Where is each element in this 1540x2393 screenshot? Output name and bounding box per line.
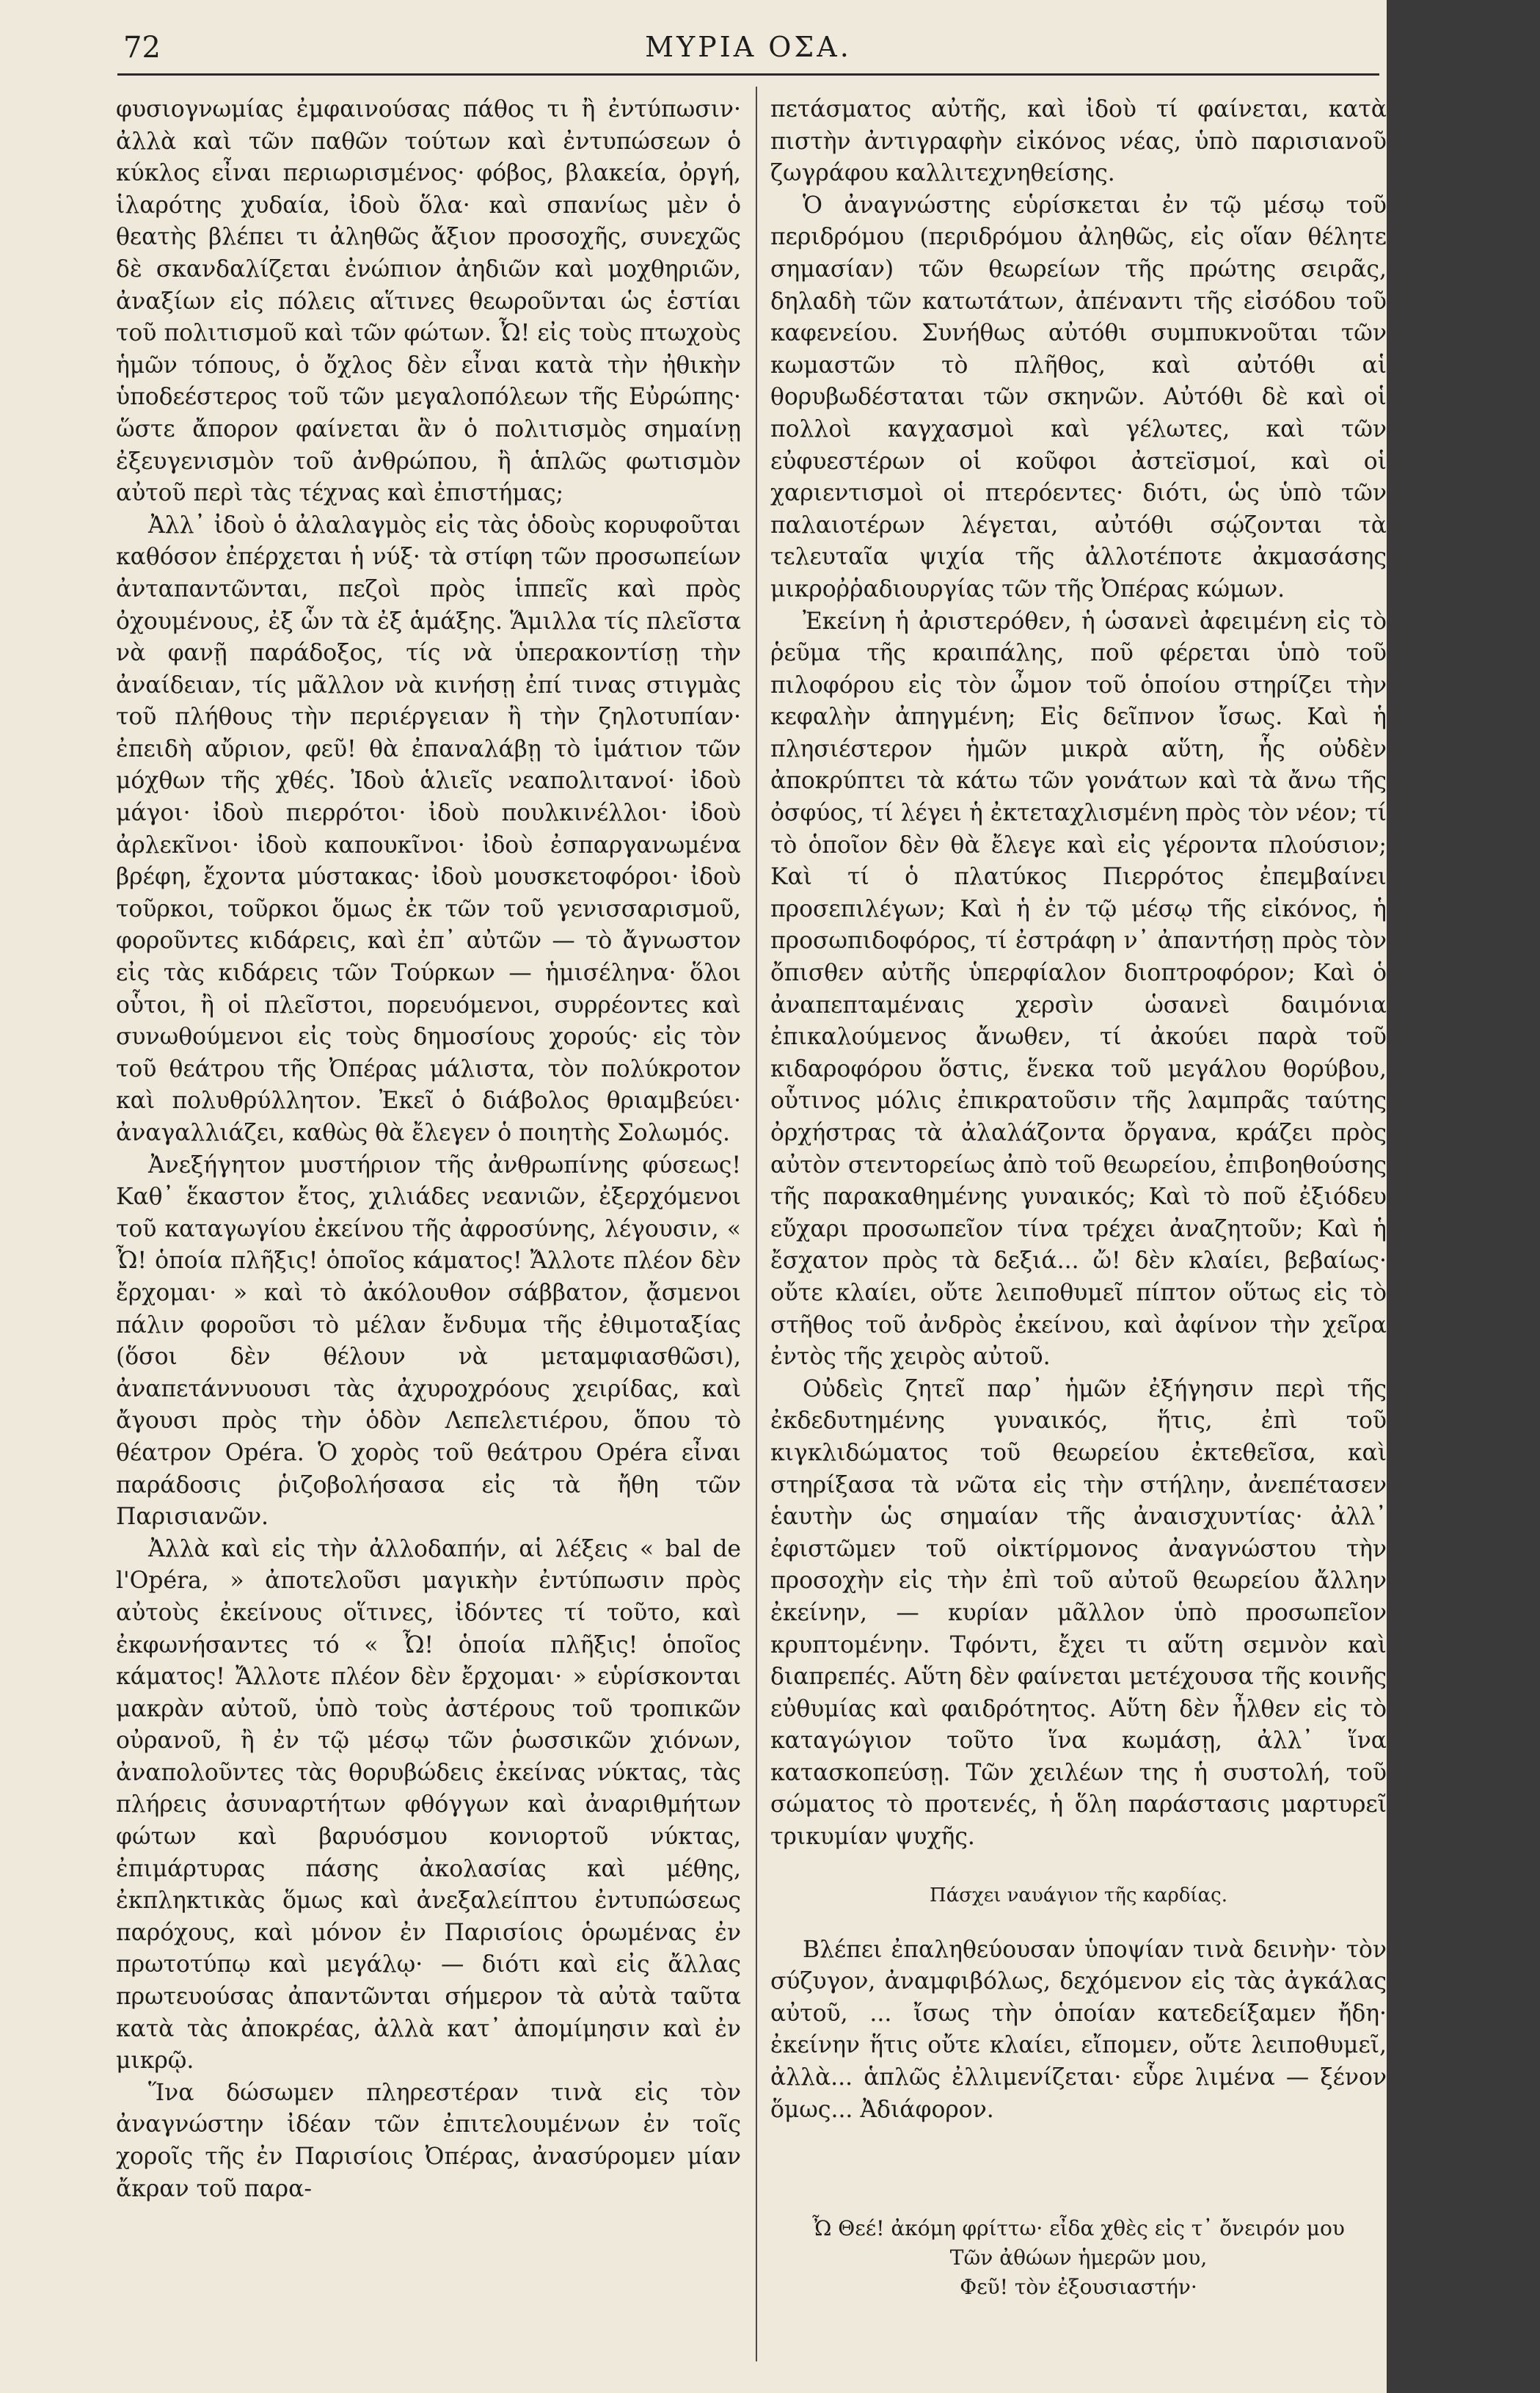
page-number: 72 <box>123 31 161 65</box>
verse-block <box>770 2214 1387 2302</box>
column-divider <box>756 87 757 2361</box>
paragraph: Ἐκείνη ἡ ἀριστερόθεν, ἡ ὡσανεὶ ἀφειμένη εἰς τὸ ῥεῦμα τῆς κραιπάλης, ποῦ φέρεται ὑπὸ τοῦ πιλοφόρου εἰς τὸν ὦμον τοῦ ὁποίου στηρίζει τὴν κεφαλὴν ἀπηγμένη; Εἰς δεῖπνον ἴσως. Καὶ ἡ πλησιέστερον ἡμῶν μικρὰ αὕτη, ἧς οὐδὲν ἀποκρύπτει τὰ κάτω τῶν γονάτων καὶ τὰ ἄνω τῆς ὀσφύος, τί λέγει ἡ ἐκτεταχλισμένη πρὸς τὸν νέον; τί τὸ ὁποῖον δὲν θὰ ἔλεγε καὶ εἰς γέροντα πλούσιον; Καὶ τί ὁ πλατύκος Πιερρότος ἐπεμβαίνει προσεπιλέγων; Καὶ ἡ ἐν τῷ μέσῳ τῆς εἰκόνος, ἡ προσωπιδοφόρος, τί ἐστράφη ν᾽ ἀπαντήσῃ πρὸς τὸν ὄπισθεν αὐτῆς ὑπερφίαλον διοπτροφόρον; Καὶ ὁ ἀναπεπταμέναις χερσὶν ὡσανεὶ δαιμόνια ἐπικαλούμενος ἄνωθεν, τί ἀκούει παρὰ τοῦ κιδαροφόρου ὅστις, ἕνεκα τοῦ μεγάλου θορύβου, οὗτινος μόλις ἐπικρατοῦσιν τῆς λαμπρᾶς ταύτης ὀρχήστρας τὰ ἀλαλάζοντα ὄργανα, κράζει πρὸς αὐτὸν στεντορείως ἀπὸ τοῦ θεωρείου, ἐπιβοηθούσης τῆς παρακαθημένης γυναικός; Καὶ τὸ ποῦ ἐξιόδευ εὔχαρι προσωπεῖον τίνα τρέχει ἀναζητοῦν; Καὶ ἡ ἔσχατον πρὸς τὰ δεξιά... ὤ! δὲν κλαίει, βεβαίως· οὔτε κλαίει, οὔτε λειποθυμεῖ πίπτον οὕτως εἰς τὸ στῆθος τοῦ ἀνδρὸς ἐκείνου, καὶ ἀφίνον τὴν χεῖρα ἐντὸς τῆς χειρὸς αὐτοῦ. <box>770 608 1387 1371</box>
right-column <box>770 94 1387 2302</box>
section-heading: Πάσχει ναυάγιον τῆς καρδίας. <box>930 1884 1227 1906</box>
paragraph: Βλέπει ἐπαληθεύουσαν ὑποψίαν τινὰ δεινὴν· τὸν σύζυγον, ἀναμφιβόλως, δεχόμενον εἰς τὰς ἀγκάλας αὐτοῦ, ... ἴσως τὴν ὁποίαν κατεδείξαμεν ἤδη· ἐκείνην ἥτις οὔτε κλαίει, εἴπομεν, οὔτε λειποθυμεῖ, ἀλλὰ... ἁπλῶς ἐλλιμενίζεται· εὗρε λιμένα — ξένον ὅμως... Ἀδιάφορον. <box>770 1936 1387 2123</box>
paragraph: Ἀλλὰ καὶ εἰς τὴν ἀλλοδαπήν, αἱ λέξεις « bal de l'Opéra, » ἀποτελοῦσι μαγικὴν ἐντύπωσιν πρὸς αὐτοὺς ἐκείνους οἵτινες, ἰδόντες τί τοῦτο, καὶ ἐκφωνήσαντες τό « Ὦ! ὁποία πλῆξις! ὁποῖος κάματος! Ἄλλοτε πλέον δὲν ἔρχομαι· » εὑρίσκονται μακρὰν αὐτοῦ, ὑπὸ τοὺς ἀστέρους τοῦ τροπικῶν οὐρανοῦ, ἢ ἐν τῷ μέσῳ τῶν ῥωσσικῶν χιόνων, ἀναπολοῦντες τὰς θορυβώδεις ἐκείνας νύκτας, τὰς πλήρεις ἀσυναρτήτων φθόγγων καὶ ἀναριθμήτων φώτων καὶ βαρυόσμου κονιορτοῦ νύκτας, ἐπιμάρτυρας πάσης ἀκολασίας καὶ μέθης, ἐκπληκτικὰς ὅμως καὶ ἀνεξαλείπτου ἐντυπώσεως παρόχους, καὶ μόνον ἐν Παρισίοις ὁρωμένας ἐν πρωτοτύπῳ καὶ μεγάλῳ· — διότι καὶ εἰς ἄλλας πρωτευούσας ἀπαντῶνται σήμερον τὰ αὐτὰ ταῦτα κατὰ τὰς ἀποκρέας, ἀλλὰ κατ᾽ ἀπομίμησιν καὶ ἐν μικρῷ. <box>116 1535 741 2075</box>
paragraph: πετάσματος αὐτῆς, καὶ ἰδοὺ τί φαίνεται, κατὰ πιστὴν ἀντιγραφὴν εἰκόνος νέας, ὑπὸ παρισιανοῦ ζωγράφου καλλιτεχνηθείσης. <box>770 96 1387 187</box>
paragraph: Ἀλλ᾽ ἰδοὺ ὁ ἀλαλαγμὸς εἰς τὰς ὁδοὺς κορυφοῦται καθόσον ἐπέρχεται ἡ νύξ· τὰ στίφη τῶν προσωπείων ἀνταπαντῶνται, πεζοὶ πρὸς ἱππεῖς καὶ πρὸς ὀχουμένους, ἐξ ὧν τὰ ἐξ ἁμάξης. Ἅμιλλα τίς πλεῖστα νὰ φανῇ παράδοξος, τίς νὰ ὑπερακοντίσῃ τὴν ἀναίδειαν, τίς μᾶλλον νὰ κινήσῃ ἐπί τινας στιγμὰς τοῦ πλήθους τὴν περιέργειαν ἢ τὴν ζηλοτυπίαν· ἐπειδὴ αὔριον, φεῦ! θὰ ἐπαναλάβῃ τὸ ἱμάτιον τῶν μόχθων τῆς χθές. Ἰδοὺ ἁλιεῖς νεαπολιτανοί· ἰδοὺ μάγοι· ἰδοὺ πιερρότοι· ἰδοὺ πουλκινέλλοι· ἰδοὺ ἀρλεκῖνοι· ἰδοὺ καπουκῖνοι· ἰδοὺ ἐσπαργανωμένα βρέφη, ἔχοντα μύστακας· ἰδοὺ μουσκετοφόροι· ἰδοὺ τοῦρκοι, τοῦρκοι ὅμως ἐκ τῶν τοῦ γενισσαρισμοῦ, φοροῦντες κιδάρεις, καὶ ἐπ᾽ αὐτῶν — τὸ ἄγνωστον εἰς τὰς κιδάρεις τῶν Τούρκων — ἡμισέληνα· ὅλοι οὗτοι, ἢ οἱ πλεῖστοι, πορευόμενοι, συρρέοντες καὶ συνωθούμενοι εἰς τοὺς δημοσίους χορούς· εἰς τὸν τοῦ θεάτρου τῆς Ὀπέρας μάλιστα, τὸν πολύκροτον καὶ πολυθρύλλητον. Ἐκεῖ ὁ διάβολος θριαμβεύει· ἀναγαλλιάζει, καθὼς θὰ ἔλεγεν ὁ ποιητὴς Σολωμός. <box>116 511 741 1146</box>
verse-line: Ὦ Θεέ! ἀκόμη φρίττω· εἶδα χθὲς εἰς τ᾽ ὄνειρόν μου <box>812 2216 1345 2241</box>
paragraph: φυσιογνωμίας ἐμφαινούσας πάθος τι ἢ ἐντύπωσιν· ἀλλὰ καὶ τῶν παθῶν τούτων καὶ ἐντυπώσεων ὁ κύκλος εἶναι περιωρισμένος· φόβος, βλακεία, ὀργή, ἱλαρότης χυδαία, ἰδοὺ ὅλα· καὶ σπανίως μὲν ὁ θεατὴς βλέπει τι ἀληθῶς ἄξιον προσοχῆς, συνεχῶς δὲ σκανδαλίζεται ἐνώπιον ἀηδιῶν καὶ μοχθηριῶν, ἀναξίων εἰς πόλεις αἵτινες θεωροῦνται ὡς ἑστίαι τοῦ πολιτισμοῦ καὶ τῶν φώτων. Ὦ! εἰς τοὺς πτωχοὺς ἡμῶν τόπους, ὁ ὄχλος δὲν εἶναι κατὰ τὴν ἠθικὴν ὑποδεέστερος τοῦ τῶν μεγαλοπόλεων τῆς Εὐρώπης· ὥστε ἄπορον φαίνεται ἂν ὁ πολιτισμὸς σημαίνῃ ἐξευγενισμὸν τοῦ ἀνθρώπου, ἢ ἁπλῶς φωτισμὸν αὐτοῦ περὶ τὰς τέχνας καὶ ἐπιστήμας; <box>116 96 741 507</box>
left-column <box>116 94 741 2205</box>
verse-line: Φεῦ! τὸν ἐξουσιαστήν· <box>960 2275 1197 2300</box>
paragraph: Ἀνεξήγητον μυστήριον τῆς ἀνθρωπίνης φύσεως! Καθ᾽ ἕκαστον ἔτος, χιλιάδες νεανιῶν, ἐξερχόμενοι τοῦ καταγωγίου ἐκείνου τῆς ἀφροσύνης, λέγουσιν, « Ὦ! ὁποία πλῆξις! ὁποῖος κάματος! Ἄλλοτε πλέον δὲν ἔρχομαι· » καὶ τὸ ἀκόλουθον σάββατον, ᾄσμενοι πάλιν φοροῦσι τὸ μέλαν ἔνδυμα τῆς ἐθιμοταξίας (ὅσοι δὲν θέλουν νὰ μεταμφιασθῶσι), ἀναπετάννυουσι τὰς ἀχυροχρόους χειρίδας, καὶ ἄγουσι πρὸς τὴν ὁδὸν Λεπελετιέρου, ὅπου τὸ θέατρον Opéra. Ὁ χορὸς τοῦ θεάτρου Opéra εἶναι παράδοσις ῥιζοβολήσασα εἰς τὰ ἤθη τῶν Παρισιανῶν. <box>116 1151 741 1531</box>
paragraph: Οὐδεὶς ζητεῖ παρ᾽ ἡμῶν ἐξήγησιν περὶ τῆς ἐκδεδυτημένης γυναικός, ἥτις, ἐπὶ τοῦ κιγκλιδώματος τοῦ θεωρείου ἐκτεθεῖσα, καὶ στηρίξασα τὰ νῶτα εἰς τὴν στήλην, ἀνεπέτασεν ἑαυτὴν ὡς σημαίαν τῆς ἀναισχυντίας· ἀλλ᾽ ἐφιστῶμεν τοῦ οἰκτίρμονος ἀναγνώστου τὴν προσοχὴν εἰς τὴν ἐπὶ τοῦ αὐτοῦ θεωρείου ἄλλην ἐκείνην, — κυρίαν μᾶλλον ὑπὸ προσωπεῖον κρυπτομένην. Τφόντι, ἔχει τι αὕτη σεμνὸν καὶ διαπρεπές. Αὕτη δὲν φαίνεται μετέχουσα τῆς κοινῆς εὐθυμίας καὶ φαιδρότητος. Αὕτη δὲν ἦλθεν εἰς τὸ καταγώγιον τοῦτο ἵνα κωμάσῃ, ἀλλ᾽ ἵνα κατασκοπεύσῃ. Τῶν χειλέων της ἡ συστολή, τοῦ σώματος τὸ προτενές, ἡ ὅλη παράστασις μαρτυρεῖ τρικυμίαν ψυχῆς. <box>770 1375 1387 1851</box>
verse-line: Τῶν ἀθώων ἡμερῶν μου, <box>949 2246 1208 2270</box>
header-rule <box>117 73 1379 76</box>
paragraph: Ὁ ἀναγνώστης εὑρίσκεται ἐν τῷ μέσῳ τοῦ περιδρόμου (περιδρόμου ἀληθῶς, εἰς οἵαν θέλητε σημασίαν) τῶν θεωρείων τῆς πρώτης σειρᾶς, δηλαδὴ τῶν κατωτάτων, ἀπέναντι τῆς εἰσόδου τοῦ καφενείου. Συνήθως αὐτόθι συμπυκνοῦται τῶν κωμαστῶν τὸ πλῆθος, καὶ αὐτόθι αἱ θορυβωδέσταται τῶν σκηνῶν. Αὐτόθι δὲ καὶ οἱ πολλοὶ καγχασμοὶ καὶ γέλωτες, καὶ τῶν εὐφυεστέρων οἱ κοῦφοι ἀστεϊσμοί, καὶ οἱ χαριεντισμοὶ οἱ πτερόεντες· διότι, ὡς ὑπὸ τῶν παλαιοτέρων λέγεται, αὐτόθι σῴζονται τὰ τελευταῖα ψιχία τῆς ἀλλοτέποτε ἀκμασάσης μικροῤῥαδιουργίας τῶν τῆς Ὀπέρας κώμων. <box>770 192 1387 602</box>
running-title: ΜΥΡΙΑ ΟΣΑ. <box>645 31 852 63</box>
page-header <box>110 28 1387 72</box>
paragraph: Ἵνα δώσωμεν πληρεστέραν τινὰ εἰς τὸν ἀναγνώστην ἰδέαν τῶν ἐπιτελουμένων ἐν τοῖς χοροῖς τῆς ἐν Παρισίοις Ὀπέρας, ἀνασύρομεν μίαν ἄκραν τοῦ παρα- <box>116 2079 741 2202</box>
